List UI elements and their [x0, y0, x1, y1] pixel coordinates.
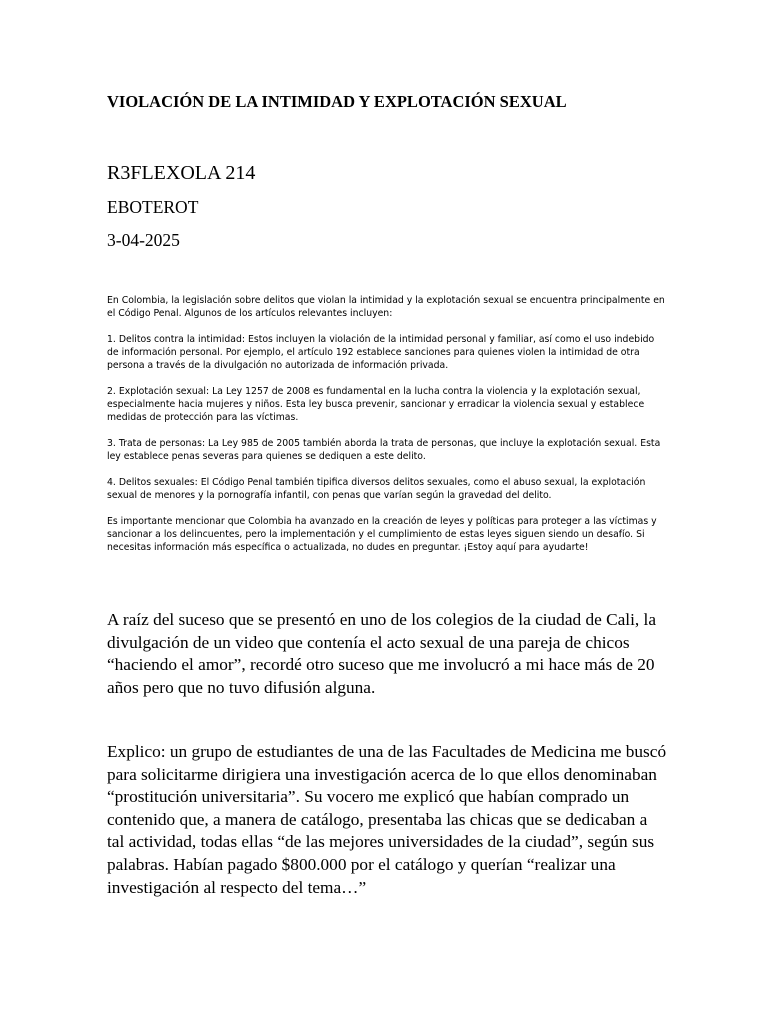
summary-item-trafficking: 3. Trata de personas: La Ley 985 de 2005 también aborda la trata de personas, que incluye la explotación sexual. Esta ley establece penas severas para quienes se dediquen a este delito.	[107, 438, 661, 462]
essay-paragraph: A raíz del suceso que se presentó en uno de los colegios de la ciudad de Cali, la divulgación de un video que contenía el acto sexual de una pareja de chicos “haciendo el amor”, recordé otro suceso que me involucró a mi hace más de 20 años pero que no tuvo difusión alguna.	[107, 610, 656, 697]
essay-paragraph: Explico: un grupo de estudiantes de una de las Facultades de Medicina me buscó para solicitarme dirigiera una investigación acerca de lo que ellos denominaban “prostitución universitaria”. Su vocero me explicó que habían comprado un contenido que, a manera de catálogo, presentaba las chicas que se dedicaban a tal actividad, todas ellas “de las mejores universidades de la ciudad”, según sus palabras. Habían pagado $800.000 por el catálogo y querían “realizar una investigación al respecto del tema…”	[107, 742, 667, 897]
document-title: VIOLACIÓN DE LA INTIMIDAD Y EXPLOTACIÓN SEXUAL	[107, 92, 567, 111]
summary-item-privacy: 1. Delitos contra la intimidad: Estos incluyen la violación de la intimidad personal y familiar, así como el uso indebido de información personal. Por ejemplo, el artículo 192 establece sanciones para quienes violen la intimidad de otra persona a través de la divulgación no autorizada de información privada.	[107, 334, 655, 371]
legislation-summary	[107, 294, 667, 567]
document-date: 3-04-2025	[107, 230, 180, 250]
summary-item-sexual-crimes: 4. Delitos sexuales: El Código Penal también tipifica diversos delitos sexuales, como el abuso sexual, la explotación sexual de menores y la pornografía infantil, con penas que varían según la gravedad del delito.	[107, 477, 646, 501]
course-code: R3FLEXOLA 214	[107, 162, 256, 184]
summary-intro: En Colombia, la legislación sobre delitos que violan la intimidad y la explotación sexual se encuentra principalmente en el Código Penal. Algunos de los artículos relevantes incluyen:	[107, 295, 665, 319]
author-name: EBOTEROT	[107, 197, 199, 217]
summary-item-exploitation: 2. Explotación sexual: La Ley 1257 de 2008 es fundamental en la lucha contra la violencia y la explotación sexual, especialmente hacia mujeres y niños. Esta ley busca prevenir, sancionar y erradicar la violencia sexual y establece medidas de protección para las víctimas.	[107, 386, 645, 423]
summary-closing: Es importante mencionar que Colombia ha avanzado en la creación de leyes y políticas para proteger a las víctimas y sancionar a los delincuentes, pero la implementación y el cumplimiento de estas leyes siguen siendo un desafío. Si necesitas información más específica o actualizada, no dudes en preguntar. ¡Estoy aquí para ayudarte!	[107, 516, 657, 553]
